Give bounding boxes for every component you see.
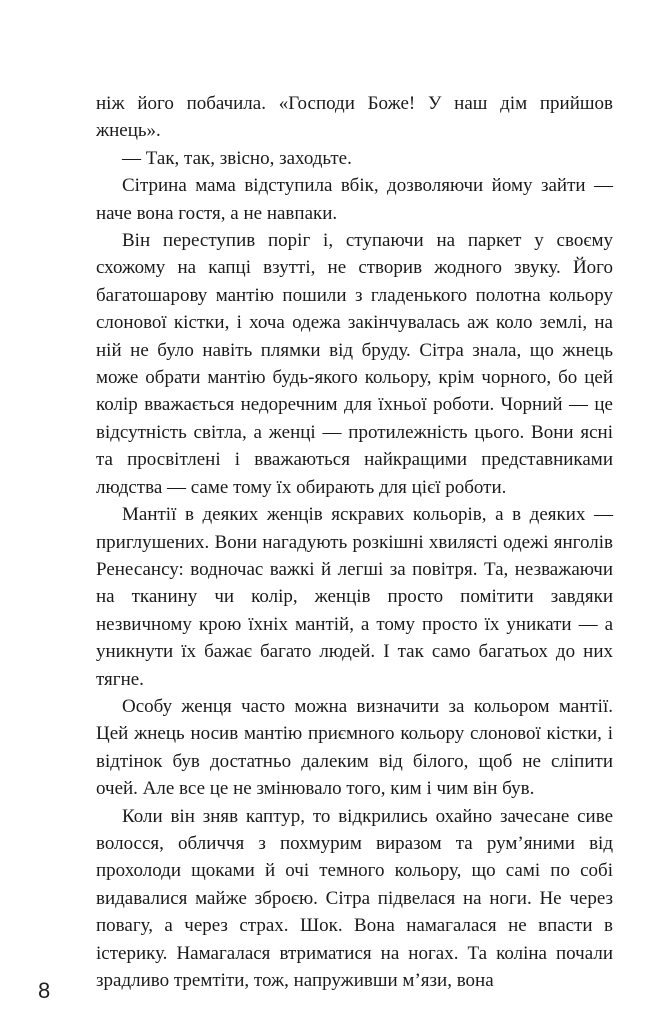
page-body bbox=[96, 90, 613, 994]
paragraph: Мантії в деяких женців яскравих кольорів, а в деяких — приглушених. Вони нагадують розкішні хвилясті одежі янголів Ренесансу: водночас важкі й легші за повітря. Та, незважаючи на тканину чи колір, женців просто помітити завдяки незвичному крою їхніх мантій, а тому просто їх уникати — а уникнути їх бажає багато людей. І так само багатьох до них тягне. bbox=[96, 504, 613, 690]
paragraph: Особу женця часто можна визначити за кольором мантії. Цей жнець носив мантію приємного кольору слонової кістки, і відтінок був достатньо далеким від білого, щоб не сліпити очей. Але все це не змінювало того, ким і чим він був. bbox=[96, 695, 613, 800]
page-number: 8 bbox=[38, 978, 51, 1003]
paragraph-dialogue: — Так, так, звісно, заходьте. bbox=[122, 147, 352, 169]
paragraph: Він переступив поріг і, ступаючи на паркет у своєму схожому на капці взутті, не створив жодного звуку. Його багатошарову мантію пошили з гладенького полотна кольору слонової кістки, і хоча одежа закінчувалась аж коло землі, на ній не було навіть плямки від бруду. Сітра знала, що жнець може обрати мантію будь-якого кольору, крім чорного, бо цей колір вважається недоречним для їхньої роботи. Чорний — це відсутність світла, а женці — протилежність цього. Вони ясні та просвітлені і вважаються найкращими представниками людства — саме тому їх обирають для цієї роботи. bbox=[96, 230, 613, 498]
paragraph: Коли він зняв каптур, то відкрились охайно зачесане сиве волосся, обличчя з похмурим виразом та рум’яними від прохолоди щоками й очі темного кольору, що самі по собі видавалися майже зброєю. Сітра підвелася на ноги. Не через повагу, а через страх. Шок. Вона намагалася не впасти в істерику. Намагалася втриматися на ногах. Та коліна почали зрадливо тремтіти, тож, напруживши м’язи, вона bbox=[96, 805, 613, 991]
paragraph: Сітрина мама відступила вбік, дозволяючи йому зайти — наче вона гостя, а не навпаки. bbox=[96, 175, 613, 224]
paragraph-continuation: ніж його побачила. «Господи Боже! У наш дім прийшов жнець». bbox=[96, 93, 613, 142]
